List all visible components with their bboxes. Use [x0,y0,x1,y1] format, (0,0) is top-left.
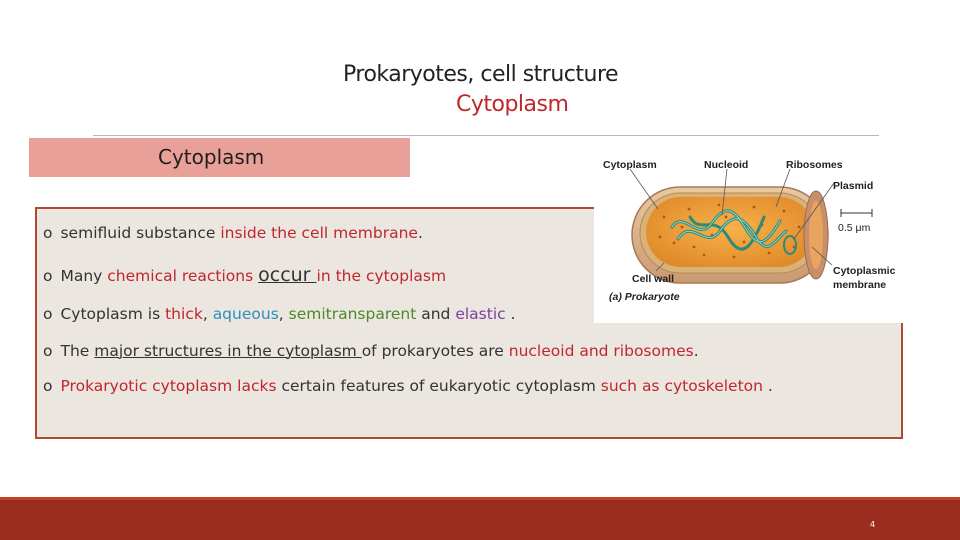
bullet-highlight-thick: thick [165,305,203,323]
bullet-item [43,305,516,323]
bullet-highlight: nucleoid and ribosomes [508,342,694,360]
bullet-text: certain features of eukaryotic cytoplasm [276,377,601,395]
bullet-text: Cytoplasm is [60,305,166,323]
label-scale: 0.5 μm [838,222,871,234]
bullet-text: . [417,224,423,242]
bullet-text: The [60,342,95,360]
bullet-item [43,342,699,360]
label-cytoplasmic-membrane-line1: Cytoplasmic [833,265,896,277]
figure-caption: (a) Prokaryote [609,291,680,303]
prokaryote-figure [594,147,904,323]
bullet-highlight: chemical reactions [107,267,254,285]
section-heading: Cytoplasm [158,145,265,169]
bullet-marker: o [43,267,53,285]
bullet-highlight: inside the cell membrane [220,224,418,242]
bullet-highlight: in the cytoplasm [316,267,447,285]
bullet-text: . [505,305,516,323]
bullet-highlight: such as cytoskeleton [600,377,763,395]
bullet-text: of prokaryotes are [361,342,509,360]
bullet-item [43,224,423,242]
bullet-highlight-aqueous: aqueous [212,305,279,323]
bullet-text: and [416,305,456,323]
scale-bar [841,209,872,217]
bullet-text: . [693,342,699,360]
bullet-text: . [762,377,773,395]
bullet-marker: o [43,224,53,242]
bullet-highlight-elastic: elastic [455,305,506,323]
bullet-marker: o [43,342,53,360]
label-cytoplasmic-membrane-line2: membrane [833,279,887,291]
section-banner [29,138,410,177]
label-plasmid: Plasmid [833,180,874,192]
bullet-underlined: major structures in the cytoplasm [94,342,362,360]
title-divider [93,135,879,136]
slide-subtitle: Cytoplasm [456,92,569,117]
bullet-text: , [278,305,289,323]
bullet-marker: o [43,377,53,395]
label-cytoplasm: Cytoplasm [603,159,657,171]
bullet-highlight-semitransparent: semitransparent [288,305,417,323]
bullet-emphasis: occur [258,264,317,286]
bullet-text: , [202,305,213,323]
bullet-highlight: Prokaryotic cytoplasm lacks [60,377,277,395]
label-nucleoid: Nucleoid [704,159,749,171]
page-number: 4 [870,520,876,529]
bullet-text: semifluid substance [60,224,221,242]
bullet-marker: o [43,305,53,323]
cytoplasm-shape [646,197,814,267]
slide-title: Prokaryotes, cell structure [343,62,619,87]
label-ribosomes: Ribosomes [786,159,843,171]
bullet-item [43,264,446,286]
bullet-text: Many [60,267,108,285]
bullet-item [43,377,773,395]
label-cell-wall: Cell wall [632,273,675,285]
footer-bar [0,497,960,540]
